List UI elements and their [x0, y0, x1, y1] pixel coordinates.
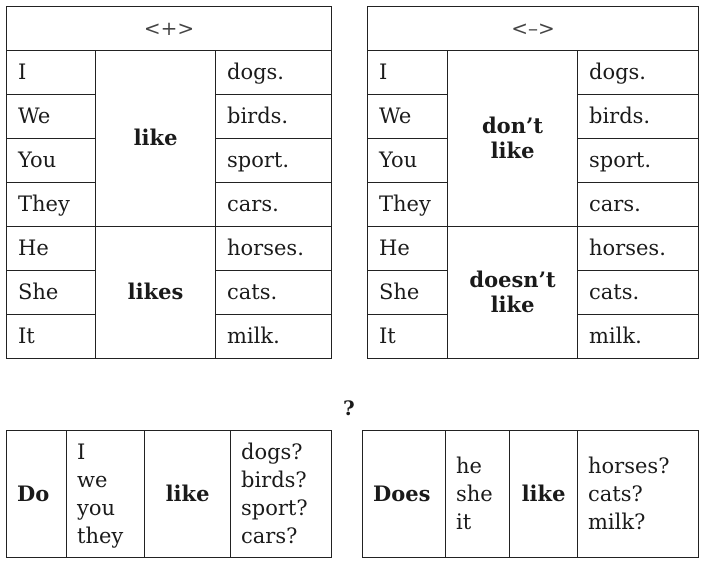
subject-cell: It — [368, 315, 448, 359]
verb-like: like — [145, 431, 231, 558]
verb-like-cell: like — [96, 51, 216, 227]
negative-table — [367, 6, 699, 359]
verb-like: like — [490, 137, 535, 163]
object-cell: sport. — [216, 139, 332, 183]
object-cell: cats. — [216, 271, 332, 315]
subject-list — [67, 431, 145, 558]
object-list — [578, 431, 699, 558]
object-item: birds? — [241, 468, 307, 492]
object-cell: milk. — [216, 315, 332, 359]
verb-likes-cell: likes — [96, 227, 216, 359]
subject-list — [446, 431, 510, 558]
question-singular-table — [362, 430, 699, 558]
object-cell: horses. — [578, 227, 699, 271]
object-cell: dogs. — [216, 51, 332, 95]
object-cell: cats. — [578, 271, 699, 315]
positive-header: <+> — [7, 7, 332, 51]
verb-doesnt: doesn’t — [469, 267, 556, 293]
subject-item: he — [456, 454, 482, 478]
subject-item: it — [456, 510, 472, 534]
subject-cell: He — [368, 227, 448, 271]
object-cell: sport. — [578, 139, 699, 183]
subject-item: I — [77, 440, 86, 464]
verb-dont-like-cell — [448, 51, 578, 227]
subject-item: you — [77, 496, 116, 520]
object-cell: dogs. — [578, 51, 699, 95]
verb-like: like — [510, 431, 578, 558]
verb-like: like — [490, 291, 535, 317]
subject-cell: They — [368, 183, 448, 227]
subject-cell: They — [7, 183, 96, 227]
object-item: cats? — [588, 482, 643, 506]
object-item: horses? — [588, 454, 670, 478]
object-item: dogs? — [241, 440, 303, 464]
subject-cell: He — [7, 227, 96, 271]
subject-cell: It — [7, 315, 96, 359]
object-cell: cars. — [216, 183, 332, 227]
subject-cell: I — [7, 51, 96, 95]
subject-item: we — [77, 468, 108, 492]
subject-cell: You — [368, 139, 448, 183]
object-cell: milk. — [578, 315, 699, 359]
object-item: cars? — [241, 524, 298, 548]
negative-header: <–> — [368, 7, 699, 51]
subject-cell: We — [7, 95, 96, 139]
object-list — [231, 431, 332, 558]
subject-cell: She — [368, 271, 448, 315]
object-cell: cars. — [578, 183, 699, 227]
positive-table — [6, 6, 332, 359]
object-item: milk? — [588, 510, 646, 534]
aux-do: Do — [7, 431, 67, 558]
subject-item: they — [77, 524, 124, 548]
subject-cell: We — [368, 95, 448, 139]
question-mark-heading: ? — [343, 396, 355, 420]
object-cell: birds. — [216, 95, 332, 139]
verb-doesnt-like-cell — [448, 227, 578, 359]
object-cell: horses. — [216, 227, 332, 271]
object-item: sport? — [241, 496, 308, 520]
object-cell: birds. — [578, 95, 699, 139]
subject-cell: You — [7, 139, 96, 183]
subject-cell: I — [368, 51, 448, 95]
subject-cell: She — [7, 271, 96, 315]
subject-item: she — [456, 482, 493, 506]
question-plural-table — [6, 430, 332, 558]
verb-dont: don’t — [482, 113, 543, 139]
aux-does: Does — [363, 431, 446, 558]
